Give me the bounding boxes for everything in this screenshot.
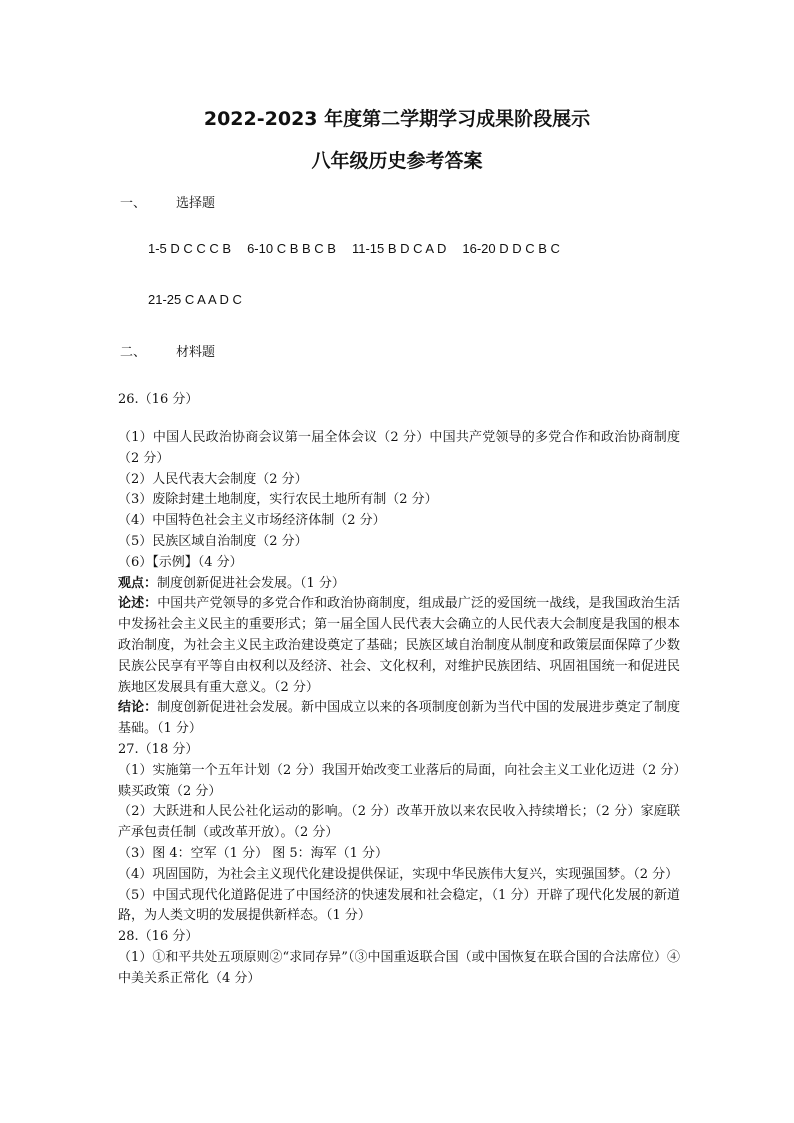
section-heading-choice bbox=[120, 192, 215, 211]
answer-line: （3）图 4：空军（1 分） 图 5：海军（1 分） bbox=[118, 845, 389, 861]
answer-line: （1）实施第一个五年计划（2 分）我国开始改变工业落后的局面，向社会主义工业化迈进（2 分）赎买政策（2 分） bbox=[118, 762, 680, 799]
viewpoint-text: 制度创新促进社会发展。（1 分） bbox=[157, 575, 345, 591]
answer-line: （2）大跃进和人民公社化运动的影响。（2 分）改革开放以来农民收入持续增长；（2 分）家庭联产承包责任制（或改革开放）。（2 分） bbox=[118, 804, 680, 841]
argument-label: 论述： bbox=[118, 596, 158, 612]
section-label: 材料题 bbox=[176, 345, 216, 360]
answer-row-2 bbox=[148, 292, 258, 307]
answer-line: （1）中国人民政治协商会议第一届全体会议（2 分）中国共产党领导的多党合作和政治协商制度（2 分） bbox=[118, 430, 680, 466]
question-heading: 26.（16 分） bbox=[118, 392, 199, 407]
answer-group: 1-5 D C C C B bbox=[148, 241, 232, 256]
answer-group: 11-15 B D C A D bbox=[351, 241, 447, 256]
section-number: 二、 bbox=[120, 345, 147, 360]
page-subtitle: 八年级历史参考答案 bbox=[311, 150, 483, 172]
section-number: 一、 bbox=[120, 196, 147, 211]
section-label: 选择题 bbox=[176, 196, 216, 211]
conclusion-paragraph bbox=[118, 698, 680, 740]
conclusion-text: 制度创新促进社会发展。新中国成立以来的各项制度创新为当代中国的发展进步奠定了制度基础。（1 分） bbox=[118, 700, 680, 737]
answer-group: 6-10 C B B C B bbox=[247, 241, 336, 256]
answer-line: （4）巩固国防，为社会主义现代化建设提供保证，实现中华民族伟大复兴，实现强国梦。（2 分） bbox=[118, 866, 679, 882]
conclusion-label: 结论： bbox=[118, 700, 158, 716]
answer-line: （5）中国式现代化道路促进了中国经济的快速发展和社会稳定，（1 分）开辟了现代化发展的新道路，为人类文明的发展提供新样态。（1 分） bbox=[118, 887, 680, 924]
argument-paragraph bbox=[118, 594, 680, 698]
viewpoint-paragraph bbox=[118, 574, 680, 595]
answer-line: （1）①和平共处五项原则②“求同存异”（③中国重返联合国（或中国恢复在联合国的合法席位）④中美关系正常化（4 分） bbox=[118, 949, 680, 986]
page-title: 2022-2023 年度第二学期学习成果阶段展示 bbox=[203, 108, 591, 130]
argument-text: 中国共产党领导的多党合作和政治协商制度，组成最广泛的爱国统一战线，是我国政治生活中发扬社会主义民主的重要形式；第一届全国人民代表大会确立的人民代表大会制度是我国的根本政治制度，为社会主义民主政治建设奠定了基础；民族区域自治制度从制度和政策层面保障了少数民族公民享有平等自由权利以及经济、社会、文化权利，对维护民族团结、巩固祖国统一和促进民族地区发展具有重大意义。（2 分） bbox=[118, 596, 680, 695]
section-heading-material bbox=[120, 341, 215, 360]
answer-row-1 bbox=[148, 241, 576, 256]
answer-line: （3）废除封建土地制度，实行农民土地所有制（2 分） bbox=[118, 492, 438, 508]
answer-body bbox=[118, 428, 680, 990]
answer-line: （4）中国特色社会主义市场经济体制（2 分） bbox=[118, 513, 386, 529]
question-heading: 27.（18 分） bbox=[118, 741, 199, 757]
question-heading: 28.（16 分） bbox=[118, 929, 199, 945]
q26-head-block bbox=[118, 390, 680, 411]
answer-group: 21-25 C A A D C bbox=[148, 292, 242, 307]
answer-line: （2）人民代表大会制度（2 分） bbox=[118, 471, 308, 487]
answer-line: （6）【示例】（4 分） bbox=[118, 554, 243, 570]
answer-line: （5）民族区域自治制度（2 分） bbox=[118, 533, 308, 549]
viewpoint-label: 观点： bbox=[118, 575, 158, 591]
answer-group: 16-20 D D C B C bbox=[462, 241, 560, 256]
